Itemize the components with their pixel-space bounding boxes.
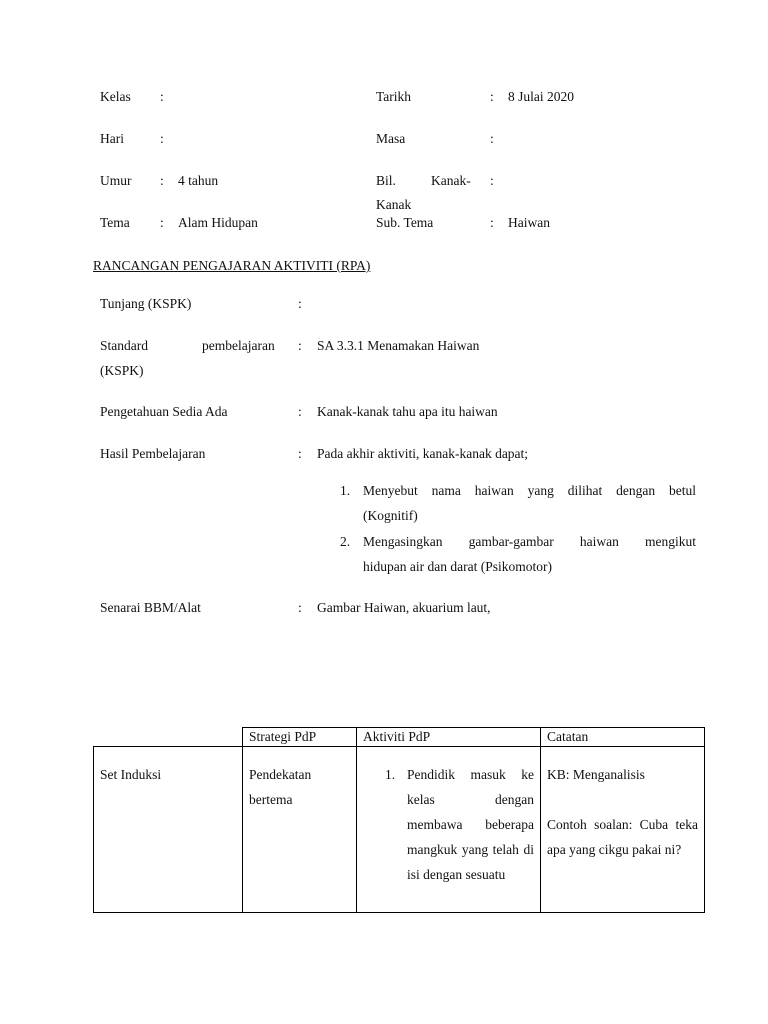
- colon: :: [160, 89, 164, 104]
- bil-label-1: Bil.: [376, 173, 396, 188]
- activity-table: [93, 727, 705, 913]
- colon: :: [490, 215, 494, 230]
- table-header-cell: Strategi PdP: [243, 728, 357, 747]
- list-item-line: hidupan air dan darat (Psikomotor): [363, 559, 552, 574]
- bbm-label: Senarai BBM/Alat: [100, 600, 201, 615]
- pengetahuan-label: Pengetahuan Sedia Ada: [100, 404, 228, 419]
- table-header-cell: Catatan: [541, 728, 705, 747]
- aktiviti-text: Pendidik masuk ke kelas dengan membawa beberapa mangkuk yang telah di isi dengan sesuatu: [407, 767, 534, 882]
- page-heading: RANCANGAN PENGAJARAN AKTIVITI (RPA): [93, 258, 371, 273]
- strategi-cell: [243, 747, 357, 913]
- masa-label: Masa: [376, 131, 406, 146]
- colon: :: [298, 296, 302, 311]
- hasil-label: Hasil Pembelajaran: [100, 446, 206, 461]
- stage-text: Set Induksi: [100, 767, 162, 782]
- standard-label-3: (KSPK): [100, 363, 144, 378]
- colon: :: [160, 131, 164, 146]
- colon: :: [298, 338, 302, 353]
- subtema-label: Sub. Tema: [376, 215, 434, 230]
- hari-label: Hari: [100, 131, 124, 146]
- colon: :: [298, 446, 302, 461]
- bbm-value: Gambar Haiwan, akuarium laut,: [317, 600, 491, 615]
- standard-value: SA 3.3.1 Menamakan Haiwan: [317, 338, 480, 353]
- bil-label-2: Kanak-: [431, 173, 471, 188]
- catatan-kb: KB: Menganalisis: [547, 767, 645, 782]
- list-item-line: Mengasingkan gambar-gambar haiwan mengikut: [363, 534, 696, 549]
- colon: :: [160, 173, 164, 188]
- tarikh-label: Tarikh: [376, 89, 412, 104]
- pengetahuan-value: Kanak-kanak tahu apa itu haiwan: [317, 404, 498, 419]
- list-item-number: 1.: [340, 483, 351, 498]
- tema-value: Alam Hidupan: [178, 215, 258, 230]
- umur-label: Umur: [100, 173, 132, 188]
- table-header-cell: Aktiviti PdP: [357, 728, 541, 747]
- colon: :: [490, 131, 494, 146]
- table-row: [94, 747, 705, 913]
- aktiviti-cell: [357, 747, 541, 913]
- tunjang-label: Tunjang (KSPK): [100, 296, 192, 311]
- colon: :: [298, 600, 302, 615]
- table-header-cell: [94, 728, 243, 747]
- tarikh-value: 8 Julai 2020: [508, 89, 574, 104]
- bil-label-3: Kanak: [376, 197, 412, 212]
- list-item-number: 2.: [340, 534, 351, 549]
- catatan-contoh: Contoh soalan: Cuba teka apa yang cikgu pakai ni?: [547, 817, 698, 857]
- hasil-value: Pada akhir aktiviti, kanak-kanak dapat;: [317, 446, 529, 461]
- strategi-text: Pendekatan bertema: [249, 767, 312, 807]
- colon: :: [160, 215, 164, 230]
- colon: :: [490, 173, 494, 188]
- colon: :: [298, 404, 302, 419]
- standard-label-1: Standard: [100, 338, 148, 353]
- stage-cell: [94, 747, 243, 913]
- list-item-line: Menyebut nama haiwan yang dilihat dengan betul: [363, 483, 696, 498]
- tema-label: Tema: [100, 215, 130, 230]
- list-item-line: (Kognitif): [363, 508, 418, 523]
- table-header-row: [94, 728, 705, 747]
- umur-value: 4 tahun: [178, 173, 219, 188]
- subtema-value: Haiwan: [508, 215, 550, 230]
- catatan-cell: [541, 747, 705, 913]
- kelas-label: Kelas: [100, 89, 131, 104]
- colon: :: [490, 89, 494, 104]
- aktiviti-number: 1.: [385, 767, 396, 782]
- standard-label-2: pembelajaran: [202, 338, 275, 353]
